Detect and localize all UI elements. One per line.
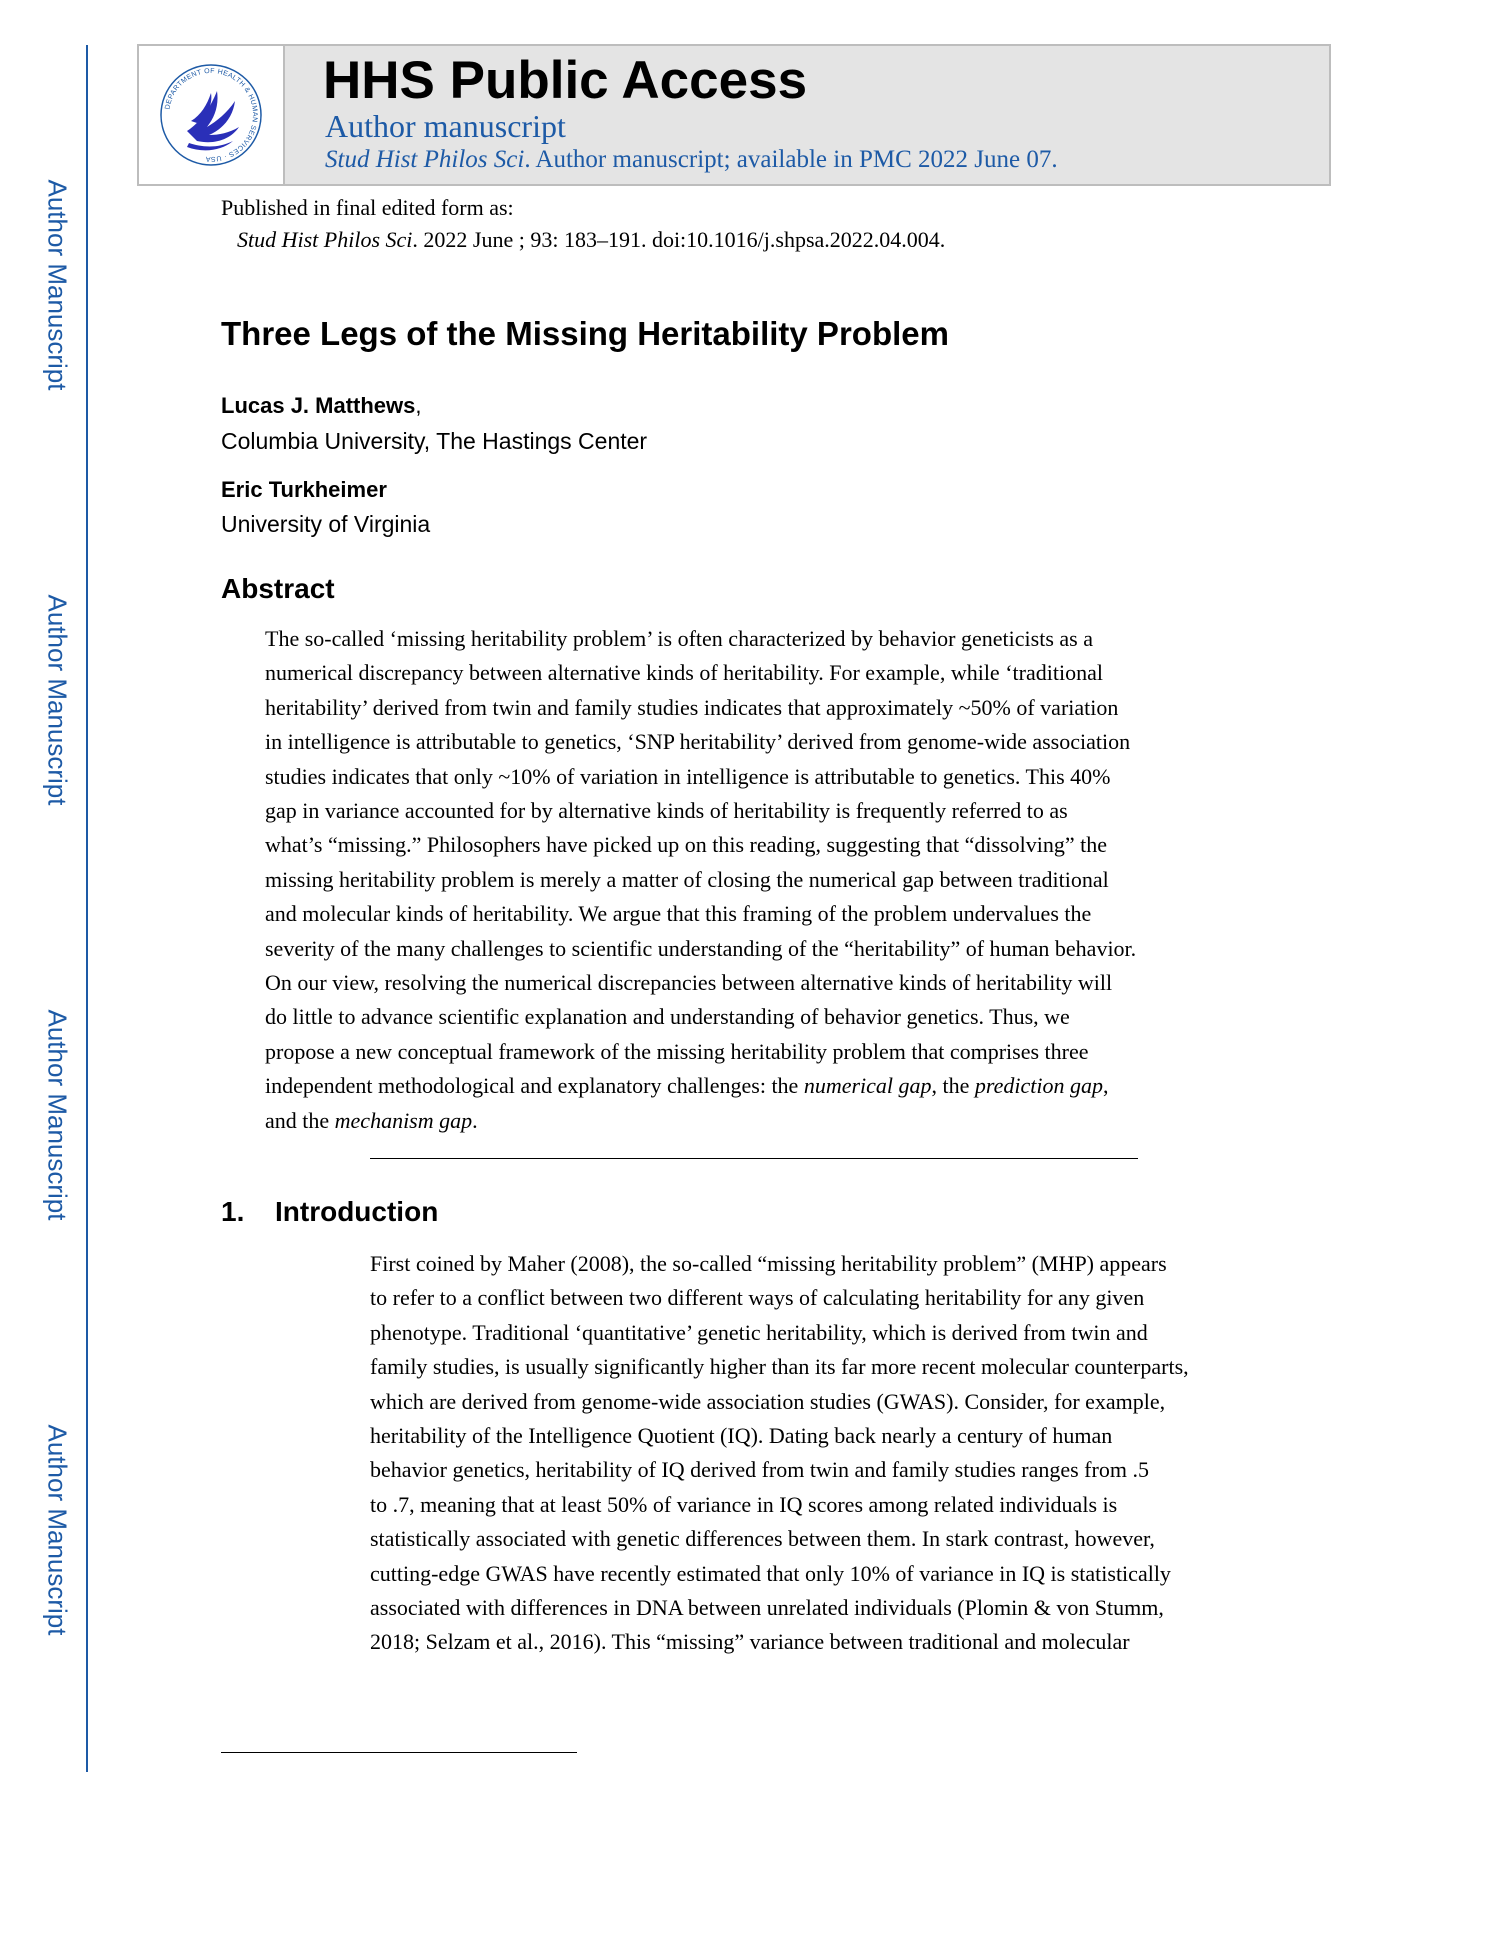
term-prediction-gap: prediction gap xyxy=(974,1073,1104,1099)
intro-line: to refer to a conflict between two different ways of calculating heritability for any given xyxy=(370,1285,1145,1311)
published-journal: Stud Hist Philos Sci xyxy=(237,227,413,252)
published-in xyxy=(221,192,945,256)
abstract-line: numerical discrepancy between alternative kinds of heritability. For example, while ‘traditional xyxy=(265,660,1103,686)
section-number: 1. xyxy=(221,1196,245,1227)
abstract-line: severity of the many challenges to scientific understanding of the “heritability” of human behavior. xyxy=(265,935,1137,961)
abstract-line: missing heritability problem is merely a matter of closing the numerical gap between traditional xyxy=(265,866,1109,892)
abstract-heading: Abstract xyxy=(221,573,335,604)
section-title: Introduction xyxy=(275,1196,439,1227)
abstract-line: and molecular kinds of heritability. We argue that this framing of the problem undervalues the xyxy=(265,901,1092,927)
hhs-public-access-banner xyxy=(137,44,1331,186)
intro-line: which are derived from genome-wide association studies (GWAS). Consider, for example, xyxy=(370,1388,1166,1414)
author-affiliation: University of Virginia xyxy=(221,511,431,537)
introduction-body xyxy=(370,1247,1189,1660)
intro-line: behavior genetics, heritability of IQ derived from twin and family studies ranges from .5 xyxy=(370,1457,1149,1483)
author-name: Lucas J. Matthews, xyxy=(221,393,422,418)
intro-line: heritability of the Intelligence Quotient (IQ). Dating back nearly a century of human xyxy=(370,1423,1113,1449)
abstract-body xyxy=(265,622,1136,1138)
banner-journal: Stud Hist Philos Sci xyxy=(325,146,525,173)
published-details: . 2022 June ; 93: 183–191. doi:10.1016/j.shpsa.2022.04.004. xyxy=(412,227,946,252)
abstract-line: gap in variance accounted for by alternative kinds of heritability is frequently referred to as xyxy=(265,798,1068,824)
published-label: Published in final edited form as: xyxy=(221,195,514,220)
published-citation xyxy=(221,224,945,256)
author-name: Eric Turkheimer xyxy=(221,477,387,502)
banner-subtitle: Author manuscript xyxy=(325,108,566,144)
intro-line: associated with differences in DNA between unrelated individuals (Plomin & von Stumm, xyxy=(370,1595,1164,1621)
intro-line: phenotype. Traditional ‘quantitative’ genetic heritability, which is derived from twin and xyxy=(370,1319,1148,1345)
author-affiliation: Columbia University, The Hastings Center xyxy=(221,428,648,454)
abstract-line: propose a new conceptual framework of the missing heritability problem that comprises three xyxy=(265,1038,1089,1064)
abstract-line: On our view, resolving the numerical discrepancies between alternative kinds of heritability will xyxy=(265,970,1113,996)
hhs-eagle-seal-icon xyxy=(157,61,265,169)
intro-line: family studies, is usually significantly higher than its far more recent molecular counterparts, xyxy=(370,1354,1189,1380)
abstract-line: The so-called ‘missing heritability problem’ is often characterized by behavior geneticists as a xyxy=(265,626,1093,651)
svg-text:DEPARTMENT OF HEALTH & HUMAN S: DEPARTMENT OF HEALTH & HUMAN SERVICES · USA xyxy=(164,67,259,163)
abstract-line: do little to advance scientific explanation and understanding of behavior genetics. Thus, we xyxy=(265,1004,1070,1030)
intro-line: statistically associated with genetic differences between them. In stark contrast, however, xyxy=(370,1526,1155,1552)
hhs-seal-logo xyxy=(139,46,285,184)
side-rule xyxy=(86,45,88,1772)
term-numerical-gap: numerical gap xyxy=(803,1073,932,1099)
abstract-line: independent methodological and explanatory challenges: the numerical gap, the prediction gap, xyxy=(265,1073,1109,1099)
abstract-line: studies indicates that only ~10% of variation in intelligence is attributable to genetics. This 40% xyxy=(265,763,1111,789)
banner-availability: . Author manuscript; available in PMC 2022 June 07. xyxy=(524,146,1058,173)
abstract-line: in intelligence is attributable to genetics, ‘SNP heritability’ derived from genome-wide association xyxy=(265,729,1131,755)
abstract-line: what’s “missing.” Philosophers have picked up on this reading, suggesting that “dissolving” the xyxy=(265,832,1107,858)
intro-line: First coined by Maher (2008), the so-called “missing heritability problem” (MHP) appears xyxy=(370,1251,1167,1276)
abstract-line: and the mechanism gap. xyxy=(265,1107,478,1133)
paper-title: Three Legs of the Missing Heritability Problem xyxy=(221,315,949,352)
abstract-line: heritability’ derived from twin and family studies indicates that approximately ~50% of variation xyxy=(265,694,1119,720)
introduction-heading xyxy=(221,1196,438,1228)
intro-line: 2018; Selzam et al., 2016). This “missing” variance between traditional and molecular xyxy=(370,1629,1130,1655)
banner-title: HHS Public Access xyxy=(323,51,808,110)
abstract-separator xyxy=(370,1158,1138,1159)
banner-citation xyxy=(325,146,1058,174)
term-mechanism-gap: mechanism gap xyxy=(334,1107,473,1133)
footnote-rule xyxy=(221,1752,577,1753)
intro-line: cutting-edge GWAS have recently estimated that only 10% of variance in IQ is statistically xyxy=(370,1560,1171,1586)
intro-line: to .7, meaning that at least 50% of variance in IQ scores among related individuals is xyxy=(370,1491,1118,1517)
